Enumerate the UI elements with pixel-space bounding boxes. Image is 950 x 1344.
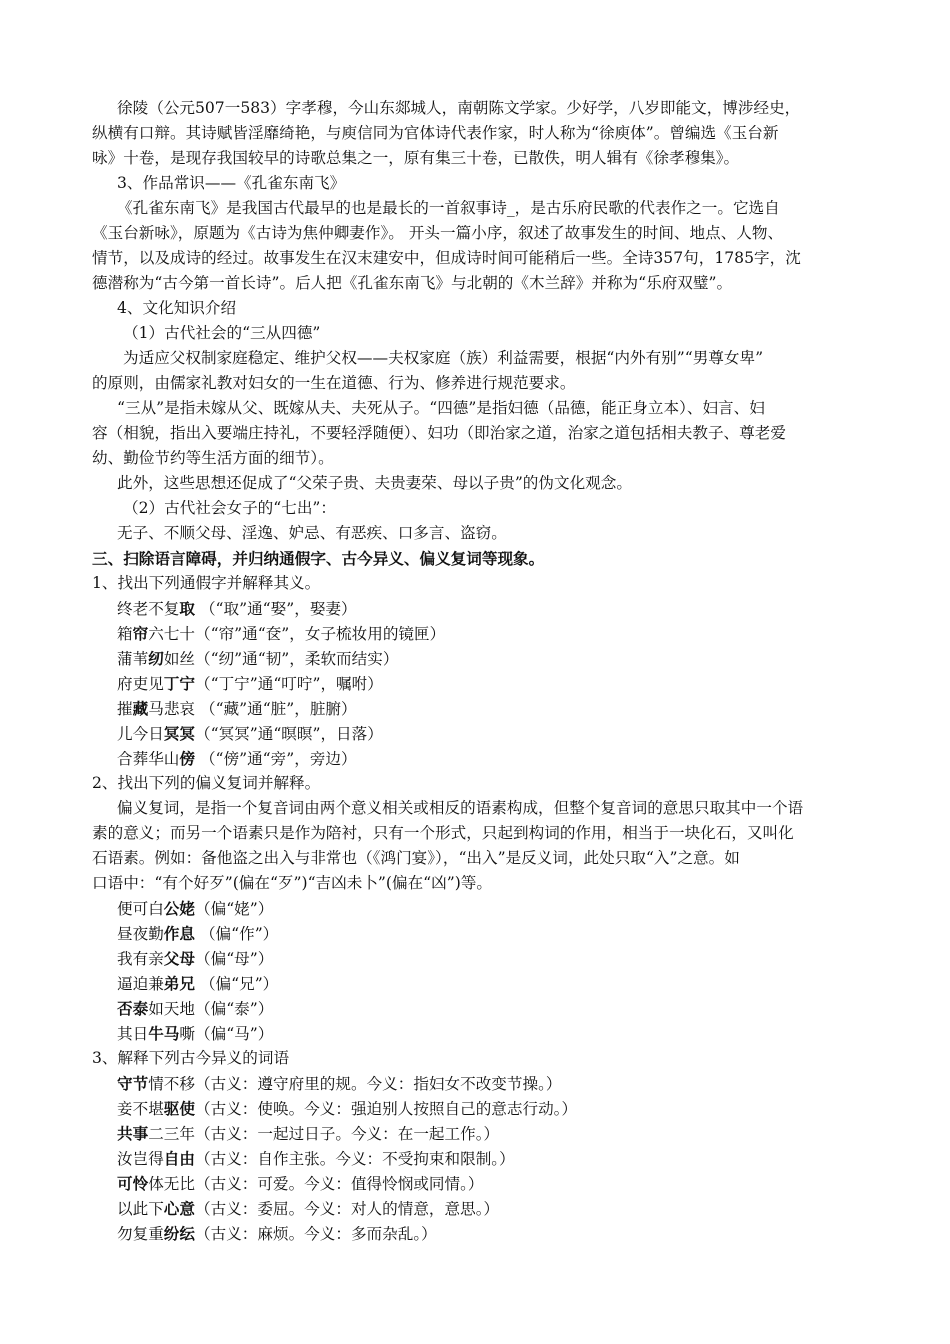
example-suffix: 马悲哀	[148, 700, 196, 718]
example-prefix: 便可白	[117, 900, 164, 918]
explanation: （“傍”通“旁”，旁边）	[195, 750, 357, 768]
example-suffix: 如丝	[163, 650, 196, 668]
pianyi-item	[92, 896, 864, 921]
subheading-three-obediences: （1）古代社会的“三从四德”	[123, 324, 321, 342]
example-prefix: 勿复重	[117, 1225, 164, 1243]
explanation: （“丁宁”通“叮咛”，嘱咐）	[195, 675, 383, 693]
section-3-line-2: 《玉台新咏》，原题为《古诗为焦仲卿妻作》。 开头一篇小序，叙述了故事发生的时间、地点、人物、	[92, 224, 784, 242]
explanation: （“冥冥”通“暝暝”，日落）	[195, 725, 383, 743]
gujin-item	[92, 1196, 864, 1221]
section-4-heading: 4、文化知识介绍	[117, 299, 237, 317]
explanation: （“帘”通“奁”，女子梳妆用的镜匣）	[195, 625, 446, 643]
key-word: 弟兄	[163, 974, 195, 993]
key-word: 公姥	[163, 899, 195, 918]
gujin-item	[92, 1121, 864, 1146]
example-prefix: 终老不复	[117, 600, 180, 618]
example-prefix: 其日	[117, 1025, 149, 1043]
explanation: （偏“姥”）	[195, 900, 274, 918]
key-word: 驱使	[163, 1099, 195, 1118]
subheading-seven-grounds: （2）古代社会女子的“七出”：	[123, 499, 336, 517]
intro-line-2: 纵横有口辩。其诗赋皆淫靡绮艳，与庾信同为官体诗代表作家，时人称为“徐庾体”。曾编选《玉台新	[92, 124, 779, 142]
pianyi-item	[92, 996, 864, 1021]
intro-line-3: 咏》十卷，是现存我国较早的诗歌总集之一，原有集三十卷，已散佚，明人辑有《徐孝穆集》。	[92, 149, 740, 167]
key-word: 纷纭	[163, 1224, 195, 1243]
gujin-item	[92, 1221, 864, 1246]
key-word: 父母	[163, 949, 195, 968]
example-suffix: 如天地	[148, 1000, 195, 1018]
pianyi-item	[92, 946, 864, 971]
key-word: 心意	[163, 1199, 195, 1218]
key-word: 否泰	[117, 999, 149, 1018]
example-prefix: 我有亲	[117, 950, 164, 968]
intro-line-1: 徐陵（公元507一583）字孝穆，今山东郯城人，南朝陈文学家。少好学，八岁即能文，博涉经史，	[117, 99, 801, 117]
key-word: 自由	[163, 1149, 195, 1168]
explanation: （偏“作”）	[195, 925, 279, 943]
paragraph-2-line-2: 容（相貌，指出入要端庄持礼，不要轻浮随便）、妇功（即治家之道，治家之道包括相夫教子、尊老爱	[92, 424, 786, 442]
tongjia-item	[92, 621, 864, 646]
explanation: （“藏”通“脏”，脏腑）	[195, 700, 357, 718]
key-word: 傍	[179, 749, 195, 768]
example-suffix: 六七十	[148, 625, 196, 643]
explanation: （古义：遵守府里的规。今义：指妇女不改变节操。）	[195, 1075, 562, 1093]
explanation: （古义：自作主张。今义：不受拘束和限制。）	[195, 1150, 515, 1168]
example-prefix: 汝岂得	[117, 1150, 164, 1168]
gujin-item	[92, 1146, 864, 1171]
pianyi-explain-line-4: 口语中：“有个好歹”(偏在“歹”)“吉凶未卜”(偏在“凶”)等。	[92, 874, 492, 892]
example-prefix: 逼迫兼	[117, 975, 164, 993]
part-3-heading: 三、扫除语言障碍，并归纳通假字、古今异义、偏义复词等现象。	[92, 549, 545, 568]
paragraph-4: 无子、不顺父母、淫逸、妒忌、有恶疾、口多言、盗窃。	[117, 524, 507, 542]
key-word: 守节	[117, 1074, 149, 1093]
explanation: （“取”通“娶”，娶妻）	[195, 600, 357, 618]
gujin-item	[92, 1071, 864, 1096]
pianyi-explain-line-2: 素的意义；而另一个语素只是作为陪衬，只有一个形式，只起到构词的作用，相当于一块化石，又叫化	[92, 824, 794, 842]
key-word: 纫	[148, 649, 164, 668]
paragraph-3: 此外，这些思想还促成了“父荣子贵、夫贵妻荣、母以子贵”的伪文化观念。	[117, 474, 632, 492]
key-word: 共事	[117, 1124, 149, 1143]
pianyi-explain-line-1: 偏义复词，是指一个复音词由两个意义相关或相反的语素构成，但整个复音词的意思只取其中一个语	[117, 799, 804, 817]
key-word: 牛马	[148, 1024, 180, 1043]
section-3-heading: 3、作品常识——《孔雀东南飞》	[117, 174, 346, 192]
example-prefix: 蒲苇	[117, 650, 149, 668]
paragraph-2-line-3: 幼、勤俭节约等生活方面的细节）。	[92, 449, 334, 467]
paragraph-1-line-2: 的原则，由儒家礼教对妇女的一生在道德、行为、修养进行规范要求。	[92, 374, 576, 392]
key-word: 冥冥	[163, 724, 195, 743]
document-page	[92, 96, 864, 1246]
example-prefix: 府吏见	[117, 675, 164, 693]
example-prefix: 合葬华山	[117, 750, 180, 768]
pianyi-item	[92, 921, 864, 946]
pianyi-explain-line-3: 石语素。例如：备他盗之出入与非常也（《鸿门宴》），“出入”是反义词，此处只取“入”之意。如	[92, 849, 740, 867]
section-3-line-1: 《孔雀东南飞》是我国古代最早的也是最长的一首叙事诗_，是古乐府民歌的代表作之一。它选自	[117, 199, 780, 217]
tongjia-item	[92, 671, 864, 696]
paragraph-1-line-1: 为适应父权制家庭稳定、维护父权——夫权家庭（族）利益需要，根据“内外有别”“男尊女卑”	[123, 349, 764, 367]
gujin-item	[92, 1171, 864, 1196]
explanation: （偏“马”）	[195, 1025, 274, 1043]
pianyi-list	[92, 896, 864, 1046]
key-word: 作息	[163, 924, 195, 943]
question-2: 2、找出下列的偏义复词并解释。	[92, 774, 321, 792]
example-suffix: 体无比	[148, 1175, 195, 1193]
example-prefix: 昼夜勤	[117, 925, 164, 943]
example-suffix: 二三年	[148, 1125, 195, 1143]
tongjia-list	[92, 596, 864, 771]
explanation: （偏“母”）	[195, 950, 274, 968]
question-1: 1、找出下列通假字并解释其义。	[92, 574, 321, 592]
key-word: 取	[179, 599, 195, 618]
example-suffix: 嘶	[179, 1025, 196, 1043]
tongjia-item	[92, 721, 864, 746]
pianyi-item	[92, 1021, 864, 1046]
example-prefix: 摧	[117, 700, 133, 718]
gujin-item	[92, 1096, 864, 1121]
explanation: （古义：一起过日子。今义：在一起工作。）	[195, 1125, 500, 1143]
explanation: （古义：麻烦。今义：多而杂乱。）	[195, 1225, 437, 1243]
explanation: （古义：可爱。今义：值得怜悯或同情。）	[195, 1175, 484, 1193]
tongjia-item	[92, 696, 864, 721]
example-prefix: 儿今日	[117, 725, 164, 743]
key-word: 可怜	[117, 1174, 149, 1193]
key-word: 丁宁	[163, 674, 195, 693]
section-3-line-4: 德潜称为“古今第一首长诗”。后人把《孔雀东南飞》与北朝的《木兰辞》并称为“乐府双璧”。	[92, 274, 733, 292]
paragraph-2-line-1: “三从”是指未嫁从父、既嫁从夫、夫死从子。“四德”是指妇德（品德，能正身立本）、妇言、妇	[117, 399, 765, 417]
tongjia-item	[92, 646, 864, 671]
example-prefix: 以此下	[117, 1200, 164, 1218]
section-3-line-3: 情节，以及成诗的经过。故事发生在汉末建安中，但成诗时间可能稍后一些。全诗357句，1785字，沈	[92, 249, 801, 267]
question-3: 3、解释下列古今异义的词语	[92, 1049, 290, 1067]
explanation: （偏“兄”）	[195, 975, 279, 993]
gujin-list	[92, 1071, 864, 1246]
example-prefix: 箱	[117, 625, 133, 643]
explanation: （古义：委屈。今义：对人的情意，意思。）	[195, 1200, 500, 1218]
tongjia-item	[92, 746, 864, 771]
tongjia-item	[92, 596, 864, 621]
pianyi-item	[92, 971, 864, 996]
key-word: 藏	[132, 699, 149, 718]
example-suffix: 情不移	[148, 1075, 195, 1093]
explanation: （“纫”通“韧”，柔软而结实）	[195, 650, 399, 668]
key-word: 帘	[132, 624, 149, 643]
example-prefix: 妾不堪	[117, 1100, 164, 1118]
explanation: （偏“泰”）	[195, 1000, 274, 1018]
explanation: （古义：使唤。今义：强迫别人按照自己的意志行动。）	[195, 1100, 578, 1118]
